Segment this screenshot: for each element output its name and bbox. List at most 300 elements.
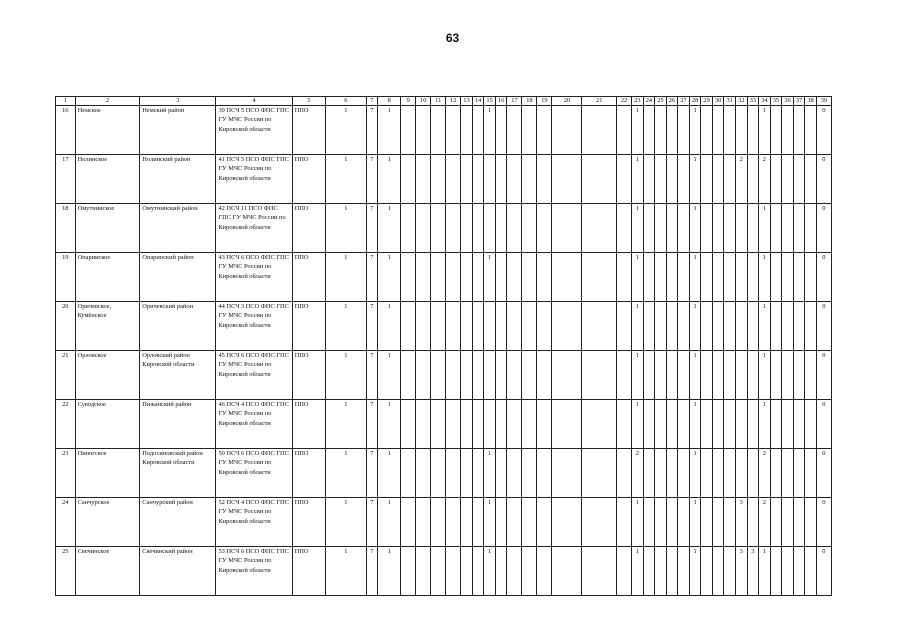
table-cell [446, 400, 461, 449]
table-cell [416, 106, 431, 155]
table-cell: 1 [326, 106, 366, 155]
table-cell [446, 106, 461, 155]
table-cell [712, 204, 724, 253]
table-cell [431, 302, 446, 351]
table-cell [461, 106, 473, 155]
table-cell [537, 351, 552, 400]
table-cell [655, 400, 667, 449]
column-number-cell: 4 [216, 97, 292, 106]
column-number-cell: 8 [378, 97, 401, 106]
table-cell [552, 351, 582, 400]
table-cell [724, 253, 736, 302]
table-cell [712, 498, 724, 547]
table-cell: 1 [689, 449, 701, 498]
row-number-cell: 24 [56, 498, 76, 547]
table-cell: ППО [292, 204, 325, 253]
table-cell [793, 449, 805, 498]
table-cell: 1 [326, 351, 366, 400]
table-cell: 1 [378, 204, 401, 253]
table-cell: 1 [378, 351, 401, 400]
table-cell: 2 [632, 449, 644, 498]
table-cell: 1 [484, 106, 496, 155]
table-cell [793, 204, 805, 253]
table-cell [431, 547, 446, 596]
fire-department-table [55, 96, 832, 596]
table-cell [643, 302, 655, 351]
table-cell [431, 351, 446, 400]
table-cell [537, 449, 552, 498]
table-cell: 1 [759, 547, 771, 596]
table-cell [484, 155, 496, 204]
table-cell [416, 449, 431, 498]
table-cell: 1 [378, 449, 401, 498]
column-number-cell: 20 [552, 97, 582, 106]
table-cell: 1 [326, 498, 366, 547]
table-cell [495, 204, 507, 253]
table-cell: Пижанский район [140, 400, 216, 449]
table-cell: 2 [759, 498, 771, 547]
table-cell [522, 498, 537, 547]
table-cell: 2 [735, 155, 747, 204]
table-cell [805, 302, 817, 351]
table-cell [793, 400, 805, 449]
table-cell: Нолинское [75, 155, 140, 204]
table-cell [712, 155, 724, 204]
table-cell [643, 253, 655, 302]
table-cell [507, 204, 522, 253]
table-cell [666, 106, 678, 155]
table-cell [735, 302, 747, 351]
table-cell: 1 [484, 498, 496, 547]
table-cell [537, 547, 552, 596]
table-cell [793, 302, 805, 351]
table-cell [484, 400, 496, 449]
table-cell [747, 400, 759, 449]
table-cell [552, 547, 582, 596]
column-number-cell: 27 [678, 97, 690, 106]
column-number-cell: 24 [643, 97, 655, 106]
table-cell [747, 253, 759, 302]
table-cell: 1 [632, 253, 644, 302]
table-cell [522, 155, 537, 204]
table-cell [537, 400, 552, 449]
row-number-cell: 20 [56, 302, 76, 351]
table-cell [582, 302, 617, 351]
table-cell [537, 204, 552, 253]
table-cell [446, 155, 461, 204]
table-cell [805, 155, 817, 204]
table-cell [495, 253, 507, 302]
table-cell [537, 106, 552, 155]
table-cell [401, 400, 416, 449]
table-cell [782, 253, 794, 302]
table-cell [655, 155, 667, 204]
table-cell [666, 155, 678, 204]
row-number-cell: 21 [56, 351, 76, 400]
table-cell [495, 351, 507, 400]
table-cell [617, 449, 632, 498]
table-cell [582, 253, 617, 302]
table-cell: 1 [632, 351, 644, 400]
table-cell [666, 400, 678, 449]
table-cell: 1 [689, 498, 701, 547]
table-cell [655, 302, 667, 351]
table-cell: 1 [632, 547, 644, 596]
table-cell: Орловский район Кировской области [140, 351, 216, 400]
table-cell [495, 449, 507, 498]
table-cell [552, 106, 582, 155]
table-cell [431, 400, 446, 449]
table-cell [507, 253, 522, 302]
table-cell: 7 [366, 547, 378, 596]
table-cell: 1 [378, 547, 401, 596]
table-cell [472, 351, 484, 400]
table-cell [770, 155, 782, 204]
table-cell [770, 351, 782, 400]
row-number-cell: 19 [56, 253, 76, 302]
table-cell [472, 498, 484, 547]
table-cell [782, 547, 794, 596]
table-cell [770, 547, 782, 596]
column-number-cell: 15 [484, 97, 496, 106]
table-cell [461, 449, 473, 498]
table-cell: 1 [689, 351, 701, 400]
table-cell: 1 [759, 106, 771, 155]
table-cell: 1 [632, 302, 644, 351]
table-cell: 46 ПСЧ 4 ПСО ФПС ГПС ГУ МЧС России по Кировской области [216, 400, 292, 449]
page-number: 63 [445, 31, 460, 45]
row-number-cell: 23 [56, 449, 76, 498]
table-cell [782, 400, 794, 449]
table-cell [401, 449, 416, 498]
table-cell [582, 449, 617, 498]
table-cell [431, 253, 446, 302]
table-cell: Немское [75, 106, 140, 155]
table-cell [666, 498, 678, 547]
table-cell [724, 449, 736, 498]
table-cell [507, 449, 522, 498]
table-cell [582, 498, 617, 547]
table-cell [747, 498, 759, 547]
table-cell [431, 155, 446, 204]
column-number-cell: 16 [495, 97, 507, 106]
column-number-cell: 7 [366, 97, 378, 106]
table-cell [655, 351, 667, 400]
table-cell [582, 155, 617, 204]
table-cell [522, 400, 537, 449]
table-cell [495, 400, 507, 449]
table-cell [461, 547, 473, 596]
table-cell: Оричевский район [140, 302, 216, 351]
table-cell: 0 [816, 449, 831, 498]
table-cell [701, 204, 713, 253]
table-cell: 0 [816, 106, 831, 155]
table-cell [401, 498, 416, 547]
table-cell [678, 253, 690, 302]
column-number-cell: 2 [75, 97, 140, 106]
table-cell [472, 253, 484, 302]
table-cell: Свечинский район [140, 547, 216, 596]
table-cell: 1 [378, 106, 401, 155]
table-cell [735, 400, 747, 449]
table-cell [805, 351, 817, 400]
table-cell [461, 498, 473, 547]
table-cell [472, 400, 484, 449]
table-cell [655, 449, 667, 498]
table-cell [446, 547, 461, 596]
column-number-cell: 28 [689, 97, 701, 106]
table-cell [712, 302, 724, 351]
table-row [56, 204, 832, 253]
column-number-cell: 36 [782, 97, 794, 106]
table-cell: Омутнинское [75, 204, 140, 253]
table-cell [617, 204, 632, 253]
table-cell: 1 [378, 155, 401, 204]
table-cell: 1 [759, 253, 771, 302]
table-cell: 1 [484, 547, 496, 596]
table-cell [735, 106, 747, 155]
table-cell [724, 155, 736, 204]
table-cell [537, 253, 552, 302]
table-cell: ППО [292, 155, 325, 204]
table-cell: 2 [759, 155, 771, 204]
column-number-cell: 26 [666, 97, 678, 106]
table-cell [507, 547, 522, 596]
table-cell [446, 253, 461, 302]
table-cell [643, 547, 655, 596]
column-number-cell: 37 [793, 97, 805, 106]
table-cell [484, 302, 496, 351]
column-number-cell: 13 [461, 97, 473, 106]
table-cell [401, 253, 416, 302]
table-cell: 7 [366, 400, 378, 449]
column-number-cell: 6 [326, 97, 366, 106]
table-cell [666, 253, 678, 302]
table-cell: 1 [378, 498, 401, 547]
table-cell [666, 204, 678, 253]
table-cell [770, 253, 782, 302]
table-cell [666, 351, 678, 400]
table-cell [507, 351, 522, 400]
table-cell [416, 351, 431, 400]
table-cell [770, 498, 782, 547]
table-cell [770, 449, 782, 498]
table-cell: ППО [292, 547, 325, 596]
table-cell [724, 498, 736, 547]
column-number-cell: 32 [735, 97, 747, 106]
table-cell: 7 [366, 253, 378, 302]
table-cell: 1 [484, 253, 496, 302]
table-cell [446, 449, 461, 498]
table-cell [724, 302, 736, 351]
table-cell: Омутнинский район [140, 204, 216, 253]
table-cell [805, 547, 817, 596]
table-cell [747, 106, 759, 155]
table-cell [666, 547, 678, 596]
table-cell: 1 [378, 302, 401, 351]
table-cell [617, 302, 632, 351]
table-cell [735, 449, 747, 498]
table-cell [472, 155, 484, 204]
table-row [56, 302, 832, 351]
table-row [56, 351, 832, 400]
table-cell [805, 204, 817, 253]
table-cell: ППО [292, 106, 325, 155]
table-cell [793, 498, 805, 547]
table-cell [416, 253, 431, 302]
table-cell [416, 547, 431, 596]
table-cell [522, 253, 537, 302]
table-cell: 50 ПСЧ 6 ПСО ФПС ГПС ГУ МЧС России по Кировской области [216, 449, 292, 498]
table-cell [617, 400, 632, 449]
table-cell: Нолинский район [140, 155, 216, 204]
table-cell [724, 106, 736, 155]
table-cell: Орловское [75, 351, 140, 400]
column-number-cell: 11 [431, 97, 446, 106]
table-cell [701, 106, 713, 155]
table-cell [522, 204, 537, 253]
table-cell: 1 [326, 253, 366, 302]
table-cell: 1 [326, 155, 366, 204]
table-cell [770, 400, 782, 449]
table-cell [416, 204, 431, 253]
table-cell [472, 547, 484, 596]
table-cell [782, 106, 794, 155]
table-cell: 1 [689, 547, 701, 596]
table-cell: 1 [632, 155, 644, 204]
table-cell [416, 400, 431, 449]
table-cell: 1 [326, 400, 366, 449]
column-number-cell: 33 [747, 97, 759, 106]
column-number-cell: 19 [537, 97, 552, 106]
column-number-cell: 39 [816, 97, 831, 106]
column-number-cell: 1 [56, 97, 76, 106]
table-cell: 0 [816, 547, 831, 596]
table-cell [793, 106, 805, 155]
table-cell [724, 547, 736, 596]
table-cell [643, 400, 655, 449]
table-cell: Пиногское [75, 449, 140, 498]
table-cell: 7 [366, 449, 378, 498]
table-cell: ППО [292, 449, 325, 498]
table-cell [416, 155, 431, 204]
row-number-cell: 18 [56, 204, 76, 253]
table-cell: ППО [292, 302, 325, 351]
table-cell [747, 351, 759, 400]
table-cell [701, 547, 713, 596]
table-cell: Свечинское [75, 547, 140, 596]
table-cell: 52 ПСЧ 4 ПСО ФПС ГПС ГУ МЧС России по Кировской области [216, 498, 292, 547]
table-row [56, 449, 832, 498]
table-cell [643, 498, 655, 547]
table-cell [724, 400, 736, 449]
table-cell: 42 ПСЧ 11 ПСО ФПС ГПС ГУ МЧС России по Кировской области [216, 204, 292, 253]
table-cell [655, 547, 667, 596]
table-cell [770, 106, 782, 155]
table-cell [617, 106, 632, 155]
table-cell [401, 106, 416, 155]
table-cell [770, 302, 782, 351]
table-cell [666, 302, 678, 351]
table-cell [666, 449, 678, 498]
table-cell: 3 [747, 547, 759, 596]
column-number-cell: 18 [522, 97, 537, 106]
table-cell [552, 498, 582, 547]
table-cell [401, 155, 416, 204]
table-cell: Немский район [140, 106, 216, 155]
table-cell [461, 400, 473, 449]
table-cell [617, 547, 632, 596]
table-cell [678, 155, 690, 204]
table-cell: 1 [759, 351, 771, 400]
column-number-cell: 22 [617, 97, 632, 106]
table-cell: ППО [292, 351, 325, 400]
table-cell [552, 204, 582, 253]
table-cell [747, 302, 759, 351]
table-cell: 2 [759, 449, 771, 498]
table-cell [582, 547, 617, 596]
table-cell: 7 [366, 302, 378, 351]
table-cell [655, 253, 667, 302]
table-cell [805, 449, 817, 498]
table-cell [770, 204, 782, 253]
table-cell [724, 204, 736, 253]
table-cell: 0 [816, 253, 831, 302]
table-cell: 1 [484, 449, 496, 498]
table-cell: 1 [689, 155, 701, 204]
row-number-cell: 25 [56, 547, 76, 596]
table-cell [747, 449, 759, 498]
table-cell [678, 106, 690, 155]
table-cell [617, 155, 632, 204]
table-cell [431, 498, 446, 547]
table-cell [782, 302, 794, 351]
table-cell [472, 106, 484, 155]
column-number-cell: 25 [655, 97, 667, 106]
column-number-cell: 5 [292, 97, 325, 106]
table-cell: 1 [759, 302, 771, 351]
table-cell [793, 351, 805, 400]
table-cell: 1 [689, 204, 701, 253]
table-cell [507, 400, 522, 449]
table-cell [617, 253, 632, 302]
table-cell [522, 106, 537, 155]
table-cell: 39 ПСЧ 5 ПСО ФПС ГПС ГУ МЧС России по Кировской области [216, 106, 292, 155]
table-cell: ППО [292, 400, 325, 449]
column-number-cell: 23 [632, 97, 644, 106]
column-number-cell: 38 [805, 97, 817, 106]
table-cell [701, 400, 713, 449]
table-cell: 43 ПСЧ 6 ПСО ФПС ГПС ГУ МЧС России по Кировской области [216, 253, 292, 302]
table-cell [805, 400, 817, 449]
table-row [56, 400, 832, 449]
table-cell [495, 106, 507, 155]
table-cell [782, 155, 794, 204]
table-cell [701, 253, 713, 302]
column-number-cell: 14 [472, 97, 484, 106]
table-cell [678, 449, 690, 498]
table-cell [495, 547, 507, 596]
table-cell [678, 302, 690, 351]
table-cell [416, 498, 431, 547]
table-cell: 41 ПСЧ 5 ПСО ФПС ГПС ГУ МЧС России по Кировской области [216, 155, 292, 204]
table-cell [735, 253, 747, 302]
table-cell [507, 498, 522, 547]
table-cell [793, 155, 805, 204]
table-cell: ППО [292, 498, 325, 547]
column-number-cell: 29 [701, 97, 713, 106]
table-cell [655, 498, 667, 547]
